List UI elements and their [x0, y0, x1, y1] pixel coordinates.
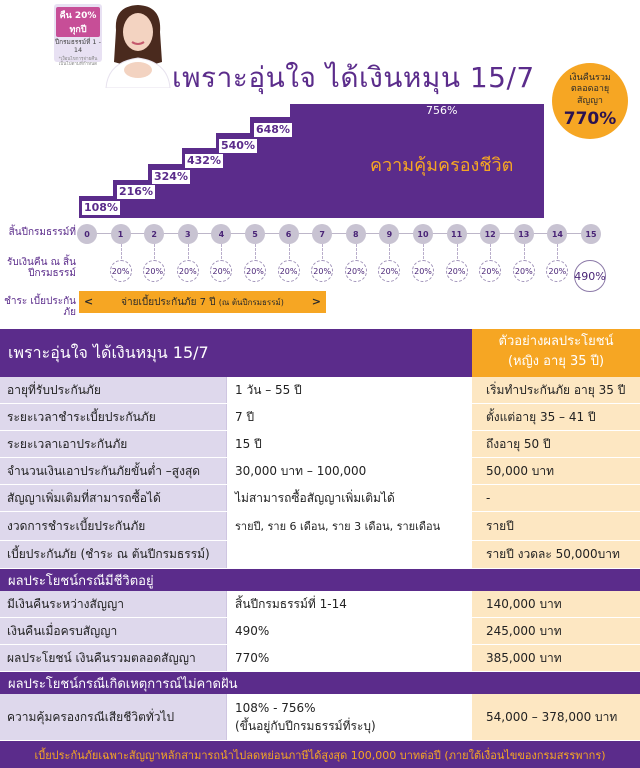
- year-dot: 10: [413, 224, 433, 244]
- row-label: สัญญาเพิ่มเติมที่สามารถซื้อได้: [0, 485, 226, 511]
- row-example: รายปี งวดละ 50,000บาท: [472, 541, 640, 568]
- premium-bar-text: [79, 295, 326, 310]
- section-header-death: ผลประโยชน์กรณีเกิดเหตุการณ์ไม่คาดฝัน: [0, 672, 640, 694]
- row-label: ระยะเวลาเอาประกันภัย: [0, 431, 226, 457]
- payout-connector: [322, 244, 323, 259]
- example-header: [472, 329, 640, 377]
- premium-bar-note: (ณ ต้นปีกรมธรรม์): [218, 298, 284, 307]
- row-label: มีเงินคืนระหว่างสัญญา: [0, 591, 226, 617]
- year-dot: 1: [111, 224, 131, 244]
- payout-row-label: รับเงินคืน ณ สิ้นปีกรมธรรม์: [7, 257, 76, 279]
- row-example: 140,000 บาท: [472, 591, 640, 617]
- arrow-left-icon: <: [84, 295, 94, 308]
- year-dot: 11: [447, 224, 467, 244]
- row-value: 7 ปี: [226, 404, 472, 430]
- payout-circle: 20%: [278, 260, 300, 282]
- payout-connector: [121, 244, 122, 259]
- table-row: [0, 618, 640, 645]
- coverage-step-label-7: 756%: [426, 104, 458, 117]
- row-value: ไม่สามารถซื้อสัญญาเพิ่มเติมได้: [226, 485, 472, 511]
- payout-circle: 20%: [479, 260, 501, 282]
- promo-badge-fineprint: *เงื่อนไขการจ่ายคืนเป็นไปตามที่กำหนด: [58, 56, 98, 67]
- payout-circle: 20%: [546, 260, 568, 282]
- section-header-alive: ผลประโยชน์กรณีมีชีวิตอยู่: [0, 569, 640, 591]
- total-return-label: เงินคืนรวม ตลอดอายุสัญญา: [569, 73, 611, 106]
- year-dot: 12: [480, 224, 500, 244]
- payout-circle: 20%: [345, 260, 367, 282]
- row-label: งวดการชำระเบี้ยประกันภัย: [0, 512, 226, 540]
- coverage-step-label-5: 540%: [221, 139, 255, 152]
- table-row: [0, 377, 640, 404]
- payout-connector: [524, 244, 525, 259]
- row-value-line1: 108% - 756%: [235, 701, 316, 715]
- coverage-step-label-4: 432%: [187, 154, 221, 167]
- row-example: ตั้งแต่อายุ 35 – 41 ปี: [472, 404, 640, 430]
- row-example: 385,000 บาท: [472, 645, 640, 671]
- premium-payment-bar: [79, 291, 326, 313]
- table-row: [0, 485, 640, 512]
- table-title: เพราะอุ่นใจ ได้เงินหมุน 15/7: [0, 329, 472, 377]
- row-example: 54,000 – 378,000 บาท: [472, 694, 640, 740]
- table-row: [0, 512, 640, 541]
- arrow-right-icon: >: [311, 295, 321, 308]
- payout-circle: 20%: [412, 260, 434, 282]
- row-label: ระยะเวลาชำระเบี้ยประกันภัย: [0, 404, 226, 430]
- row-example: ถึงอายุ 50 ปี: [472, 431, 640, 457]
- table-row: [0, 431, 640, 458]
- payout-circle: 20%: [244, 260, 266, 282]
- payout-connector: [457, 244, 458, 259]
- payout-connector: [255, 244, 256, 259]
- axis-label-policy-year: สิ้นปีกรมธรรม์ที่: [8, 227, 76, 238]
- row-value-line2: (ขึ้นอยู่กับปีกรมธรรม์ที่ระบุ): [235, 719, 376, 733]
- coverage-step-label-6: 648%: [256, 123, 290, 136]
- coverage-step-label-2: 216%: [119, 185, 153, 198]
- year-dot: 8: [346, 224, 366, 244]
- year-dot: 2: [144, 224, 164, 244]
- example-header-subtitle: (หญิง อายุ 35 ปี): [507, 354, 605, 369]
- payout-circle: 20%: [378, 260, 400, 282]
- table-row: [0, 645, 640, 672]
- payout-connector: [557, 244, 558, 259]
- table-row: [0, 458, 640, 485]
- row-value: สิ้นปีกรมธรรม์ที่ 1-14: [226, 591, 472, 617]
- year-dot: 13: [514, 224, 534, 244]
- total-return-value: 770%: [563, 108, 617, 129]
- payout-connector: [389, 244, 390, 259]
- coverage-step-label-1: 108%: [84, 201, 118, 214]
- promo-badge-subtitle: ปีกรมธรรม์ที่ 1 - 14: [55, 38, 101, 54]
- year-dot: 5: [245, 224, 265, 244]
- promo-badge-title: คืน 20% ทุกปี: [56, 7, 100, 37]
- coverage-step-label-3: 324%: [154, 170, 188, 183]
- total-return-badge: [552, 63, 628, 139]
- table-row: [0, 694, 640, 741]
- row-label: อายุที่รับประกันภัย: [0, 377, 226, 403]
- row-value: 30,000 บาท – 100,000: [226, 458, 472, 484]
- year-dot: 4: [211, 224, 231, 244]
- payout-circle: 20%: [311, 260, 333, 282]
- payout-circle: 20%: [110, 260, 132, 282]
- payout-connector: [356, 244, 357, 259]
- row-value: 490%: [226, 618, 472, 644]
- payout-connector: [188, 244, 189, 259]
- row-value: 15 ปี: [226, 431, 472, 457]
- payout-circle: 20%: [513, 260, 535, 282]
- row-value: รายปี, ราย 6 เดือน, ราย 3 เดือน, รายเดือน: [226, 512, 472, 540]
- example-header-title: ตัวอย่างผลประโยชน์: [498, 334, 614, 349]
- final-payout-circle: 490%: [574, 260, 606, 292]
- row-example: รายปี: [472, 512, 640, 540]
- row-value: [226, 541, 472, 568]
- payout-connector: [490, 244, 491, 259]
- row-label: เงินคืนเมื่อครบสัญญา: [0, 618, 226, 644]
- row-label: จำนวนเงินเอาประกันภัยขั้นต่ำ –สูงสุด: [0, 458, 226, 484]
- row-example: 245,000 บาท: [472, 618, 640, 644]
- payout-connector: [221, 244, 222, 259]
- row-label: เบี้ยประกันภัย (ชำระ ณ ต้นปีกรมธรรม์): [0, 541, 226, 568]
- woman-portrait-image: [96, 0, 180, 88]
- row-label: ผลประโยชน์ เงินคืนรวมตลอดสัญญา: [0, 645, 226, 671]
- premium-bar-main: จ่ายเบี้ยประกันภัย 7 ปี: [121, 297, 216, 308]
- year-dot: 6: [279, 224, 299, 244]
- table-row: [0, 404, 640, 431]
- coverage-label: ความคุ้มครองชีวิต: [370, 155, 514, 176]
- row-value: 1 วัน – 55 ปี: [226, 377, 472, 403]
- payout-connector: [289, 244, 290, 259]
- row-example: -: [472, 485, 640, 511]
- payout-connector: [423, 244, 424, 259]
- payout-connector: [154, 244, 155, 259]
- row-example: 50,000 บาท: [472, 458, 640, 484]
- table-row: [0, 591, 640, 618]
- tax-deduction-note: เบี้ยประกันภัยเฉพาะสัญญาหลักสามารถนำไปลดหย่อนภาษีได้สูงสุด 100,000 บาทต่อปี (ภายใต้เงื่อนไขของกรมสรรพากร): [0, 741, 640, 768]
- premium-row-label: ชำระ เบี้ยประกันภัย: [4, 296, 76, 318]
- year-dot: 14: [547, 224, 567, 244]
- payout-circle: 20%: [143, 260, 165, 282]
- table-row: [0, 541, 640, 569]
- row-value: [226, 694, 472, 740]
- row-example: เริ่มทำประกันภัย อายุ 35 ปี: [472, 377, 640, 403]
- payout-circle: 20%: [210, 260, 232, 282]
- year-dot: 3: [178, 224, 198, 244]
- payout-circle: 20%: [177, 260, 199, 282]
- year-dot: 7: [312, 224, 332, 244]
- year-dot: 0: [77, 224, 97, 244]
- payout-circle: 20%: [446, 260, 468, 282]
- promo-badge: [54, 4, 102, 67]
- page-title: เพราะอุ่นใจ ได้เงินหมุน 15/7: [172, 61, 535, 94]
- year-dot: 9: [379, 224, 399, 244]
- year-dot: 15: [581, 224, 601, 244]
- row-value: 770%: [226, 645, 472, 671]
- row-label: ความคุ้มครองกรณีเสียชีวิตทั่วไป: [0, 694, 226, 740]
